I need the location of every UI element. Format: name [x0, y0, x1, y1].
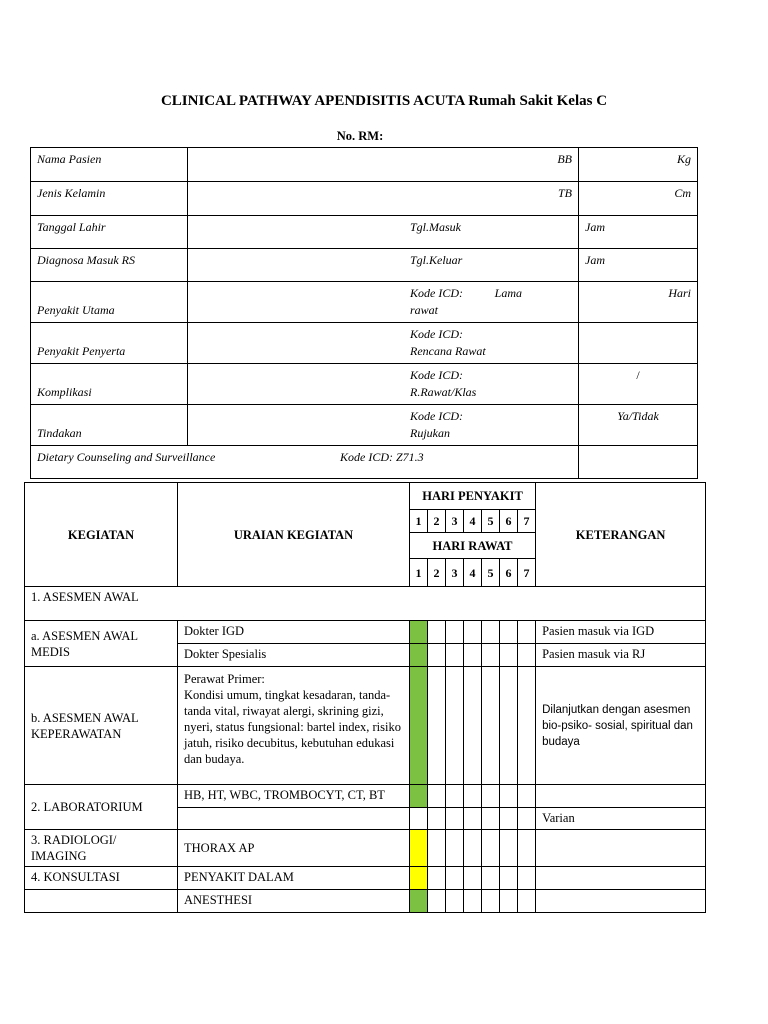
day-cell[interactable]: [464, 667, 482, 785]
day-cell[interactable]: [518, 808, 536, 830]
day-cell[interactable]: [482, 621, 500, 644]
rawat-day-3: 3: [446, 559, 464, 587]
perawat-primer-label: Perawat Primer:: [184, 672, 265, 686]
penyakit-utama-label: Penyakit Utama: [31, 282, 188, 323]
day-cell[interactable]: [464, 830, 482, 867]
konsultasi-label-extra: [25, 890, 178, 913]
day-cell[interactable]: [500, 867, 518, 890]
day-cell[interactable]: [500, 890, 518, 913]
day-cell[interactable]: [518, 890, 536, 913]
day-cell[interactable]: [464, 867, 482, 890]
tgl-keluar-cell[interactable]: [188, 249, 579, 282]
penyakit-penyerta-label: Penyakit Penyerta: [31, 323, 188, 364]
day-cell-checked[interactable]: [410, 667, 428, 785]
tindakan-icd-cell[interactable]: [188, 405, 579, 446]
komplikasi-icd-cell[interactable]: [188, 364, 579, 405]
radiologi-label: 3. RADIOLOGI/ IMAGING: [25, 830, 178, 867]
day-cell[interactable]: [482, 830, 500, 867]
day-cell-checked[interactable]: [410, 785, 428, 808]
day-cell[interactable]: [446, 667, 464, 785]
uraian-laboratorium: HB, HT, WBC, TROMBOCYT, CT, BT: [178, 785, 410, 808]
day-cell[interactable]: [446, 621, 464, 644]
day-cell[interactable]: [428, 785, 446, 808]
uraian-laboratorium-extra: [178, 808, 410, 830]
day-6: 6: [500, 510, 518, 533]
col-kegiatan: KEGIATAN: [25, 483, 178, 587]
kode-icd-label: Kode ICD:: [410, 327, 463, 341]
day-cell[interactable]: [500, 621, 518, 644]
ya-tidak-label[interactable]: Ya/Tidak: [579, 405, 698, 446]
perawat-primer-detail: Kondisi umum, tingkat kesadaran, tanda-tanda vital, riwayat alergi, skrining gizi, nyeri, status fungsional: bartel index, risiko jatuh, risiko decubitus, kebutuhan edukasi dan budaya.: [184, 688, 401, 766]
uraian-penyakit-dalam: PENYAKIT DALAM: [178, 867, 410, 890]
day-cell-checked[interactable]: [410, 890, 428, 913]
dietary-value[interactable]: [579, 446, 698, 479]
day-cell[interactable]: [518, 621, 536, 644]
day-cell[interactable]: [518, 667, 536, 785]
day-cell-checked[interactable]: [410, 830, 428, 867]
rawat-day-7: 7: [518, 559, 536, 587]
hari-rawat-header: HARI RAWAT: [410, 533, 536, 559]
konsultasi-label: 4. KONSULTASI: [25, 867, 178, 890]
col-uraian: URAIAN KEGIATAN: [178, 483, 410, 587]
uraian-keperawatan: [178, 667, 410, 785]
day-cell[interactable]: [428, 867, 446, 890]
asesmen-medis-label: a. ASESMEN AWAL MEDIS: [25, 621, 178, 667]
day-cell[interactable]: [446, 830, 464, 867]
day-cell[interactable]: [500, 808, 518, 830]
keterangan-radiologi: [536, 830, 706, 867]
bb-label[interactable]: BB: [188, 148, 579, 182]
tgl-masuk-cell[interactable]: [188, 216, 579, 249]
day-cell[interactable]: [464, 644, 482, 667]
uraian-dokter-igd: Dokter IGD: [178, 621, 410, 644]
day-cell[interactable]: [500, 644, 518, 667]
rawat-klas-slash[interactable]: /: [579, 364, 698, 405]
day-cell[interactable]: [500, 785, 518, 808]
day-cell-checked[interactable]: [410, 867, 428, 890]
uraian-dokter-spesialis: Dokter Spesialis: [178, 644, 410, 667]
tanggal-lahir-label: Tanggal Lahir: [31, 216, 188, 249]
document-title: CLINICAL PATHWAY APENDISITIS ACUTA Rumah Sakit Kelas C: [160, 93, 608, 109]
rujukan-label: Rujukan: [410, 426, 450, 440]
day-2: 2: [428, 510, 446, 533]
day-cell[interactable]: [482, 644, 500, 667]
uraian-anesthesi: ANESTHESI: [178, 890, 410, 913]
day-cell[interactable]: [446, 808, 464, 830]
tb-label[interactable]: TB: [188, 182, 579, 216]
day-cell[interactable]: [464, 621, 482, 644]
rawat-day-5: 5: [482, 559, 500, 587]
day-cell[interactable]: [482, 667, 500, 785]
day-cell[interactable]: [428, 808, 446, 830]
day-5: 5: [482, 510, 500, 533]
kode-icd-label: Kode ICD:: [410, 368, 463, 382]
col-keterangan: KETERANGAN: [536, 483, 706, 587]
dietary-label: Dietary Counseling and Surveillance: [37, 450, 216, 464]
day-cell[interactable]: [428, 830, 446, 867]
rawat-day-6: 6: [500, 559, 518, 587]
rencana-rawat-value[interactable]: [579, 323, 698, 364]
tindakan-label: Tindakan: [31, 405, 188, 446]
day-cell[interactable]: [428, 644, 446, 667]
patient-info-table: [30, 147, 698, 479]
day-cell[interactable]: [464, 808, 482, 830]
activity-table: [24, 482, 706, 913]
kg-label[interactable]: Kg: [579, 148, 698, 182]
day-cell[interactable]: [482, 890, 500, 913]
day-cell[interactable]: [500, 830, 518, 867]
keterangan-igd: Pasien masuk via IGD: [536, 621, 706, 644]
keterangan-rj: Pasien masuk via RJ: [536, 644, 706, 667]
keterangan-konsultasi: [536, 867, 706, 890]
cm-label[interactable]: Cm: [579, 182, 698, 216]
dietary-row: [31, 446, 579, 479]
asesmen-keperawatan-label: b. ASESMEN AWAL KEPERAWATAN: [25, 667, 178, 785]
day-1: 1: [410, 510, 428, 533]
day-7: 7: [518, 510, 536, 533]
jam-keluar-label[interactable]: Jam: [579, 249, 698, 282]
day-cell[interactable]: [518, 830, 536, 867]
day-cell[interactable]: [518, 785, 536, 808]
day-cell[interactable]: [410, 808, 428, 830]
day-cell-checked[interactable]: [410, 644, 428, 667]
day-cell[interactable]: [428, 667, 446, 785]
kode-icd-label: Kode ICD:: [410, 286, 463, 300]
keterangan-varian: Varian: [536, 808, 706, 830]
rawat-day-4: 4: [464, 559, 482, 587]
day-cell[interactable]: [482, 808, 500, 830]
keterangan-keperawatan: Dilanjutkan dengan asesmen bio-psiko- sosial, spiritual dan budaya: [536, 667, 706, 785]
lama-label: Lama: [494, 286, 522, 300]
penyakit-penyerta-icd-cell[interactable]: [188, 323, 579, 364]
day-cell[interactable]: [428, 621, 446, 644]
rawat-klas-label: R.Rawat/Klas: [410, 385, 477, 399]
day-cell[interactable]: [518, 867, 536, 890]
no-rm-label: No. RM:: [336, 129, 384, 143]
section-asesmen-awal: 1. ASESMEN AWAL: [25, 587, 706, 621]
day-cell[interactable]: [446, 785, 464, 808]
komplikasi-label: Komplikasi: [31, 364, 188, 405]
day-cell[interactable]: [464, 890, 482, 913]
jam-masuk-label[interactable]: Jam: [579, 216, 698, 249]
diagnosa-masuk-label: Diagnosa Masuk RS: [31, 249, 188, 282]
tgl-masuk-label: Tgl.Masuk: [410, 220, 461, 234]
day-cell[interactable]: [446, 867, 464, 890]
rawat-day-1: 1: [410, 559, 428, 587]
dietary-icd: Kode ICD: Z71.3: [340, 450, 424, 464]
hari-label[interactable]: Hari: [579, 282, 698, 323]
jenis-kelamin-label: Jenis Kelamin: [31, 182, 188, 216]
uraian-radiologi: THORAX AP: [178, 830, 410, 867]
day-3: 3: [446, 510, 464, 533]
penyakit-utama-icd-cell[interactable]: [188, 282, 579, 323]
day-cell[interactable]: [518, 644, 536, 667]
rencana-rawat-label: Rencana Rawat: [410, 344, 486, 358]
keterangan-lab: [536, 785, 706, 808]
day-4: 4: [464, 510, 482, 533]
kode-icd-label: Kode ICD:: [410, 409, 463, 423]
day-cell[interactable]: [500, 667, 518, 785]
rawat-label: rawat: [410, 303, 439, 317]
day-cell-checked[interactable]: [410, 621, 428, 644]
day-cell[interactable]: [428, 890, 446, 913]
day-cell[interactable]: [482, 785, 500, 808]
laboratorium-label: 2. LABORATORIUM: [25, 785, 178, 830]
day-cell[interactable]: [446, 644, 464, 667]
day-cell[interactable]: [446, 890, 464, 913]
nama-pasien-label: Nama Pasien: [31, 148, 188, 182]
day-cell[interactable]: [482, 867, 500, 890]
hari-penyakit-header: HARI PENYAKIT: [410, 483, 536, 510]
rawat-day-2: 2: [428, 559, 446, 587]
keterangan-anesthesi: [536, 890, 706, 913]
day-cell[interactable]: [464, 785, 482, 808]
tgl-keluar-label: Tgl.Keluar: [410, 253, 463, 267]
